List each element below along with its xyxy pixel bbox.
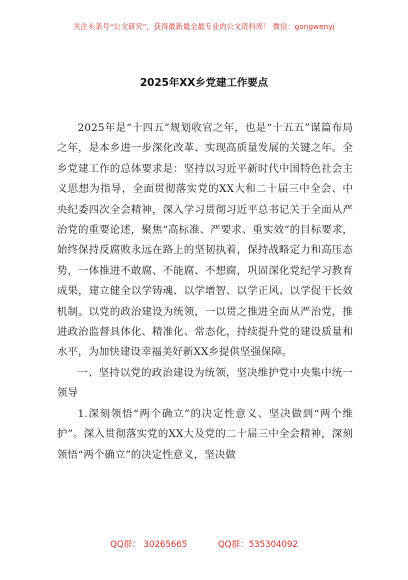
intro-paragraph: 2025年是“十四五”规划收官之年，也是“十五五”谋篇布局之年，是本乡进一步深化改革、实现高质量发展的关键之年。全乡党建工作的总体要求是：坚持以习近平新时代中国特色社会主义思想为指导，全面贯彻落实党的XX大和二十届三中全会、中央纪委四次全会精神，深入学习贯彻习近平总书记关于全面从严治党的重要论述，聚焦“高标准、严要求、重实效”的目标要求，始终保持反腐败永远在路上的坚韧执着，保持战略定力和高压态势，一体推进不敢腐、不能腐、不想腐，巩固深化党纪学习教育成果，建立健全以学铸魂、以学增智、以学正风、以学促干长效机制。以党的政治建设为统领，一以贯之推进全面从严治党，推进政治监督具体化、精准化、常态化，持续提升党的建设质量和水平，为加快建设幸福美好新XX乡提供坚强保障。: [57, 122, 353, 359]
footer-qq-group-2: QQ群：535304092: [218, 540, 298, 550]
document-body: [57, 118, 353, 465]
item-paragraph-1: 1.深刻领悟“两个确立”的决定性意义、坚决做到“两个维护”。深入贯彻落实党的XX大及党的二十届三中全会精神，深刻领悟“两个确立”的决定性意义，坚决做: [57, 407, 353, 461]
promo-banner: 关注头条号“公文研究”，获得最新最全最专业的公文资料库！ 微信：gongwenyj: [73, 22, 335, 31]
section-heading-1: 一、坚持以党的政治建设为统领，坚决维护党中央集中统一领导: [57, 366, 353, 400]
footer-contact: [0, 538, 408, 550]
footer-qq-group-1: QQ群： 30265665: [110, 540, 188, 550]
document-title: 2025年XX乡党建工作要点: [139, 77, 269, 89]
